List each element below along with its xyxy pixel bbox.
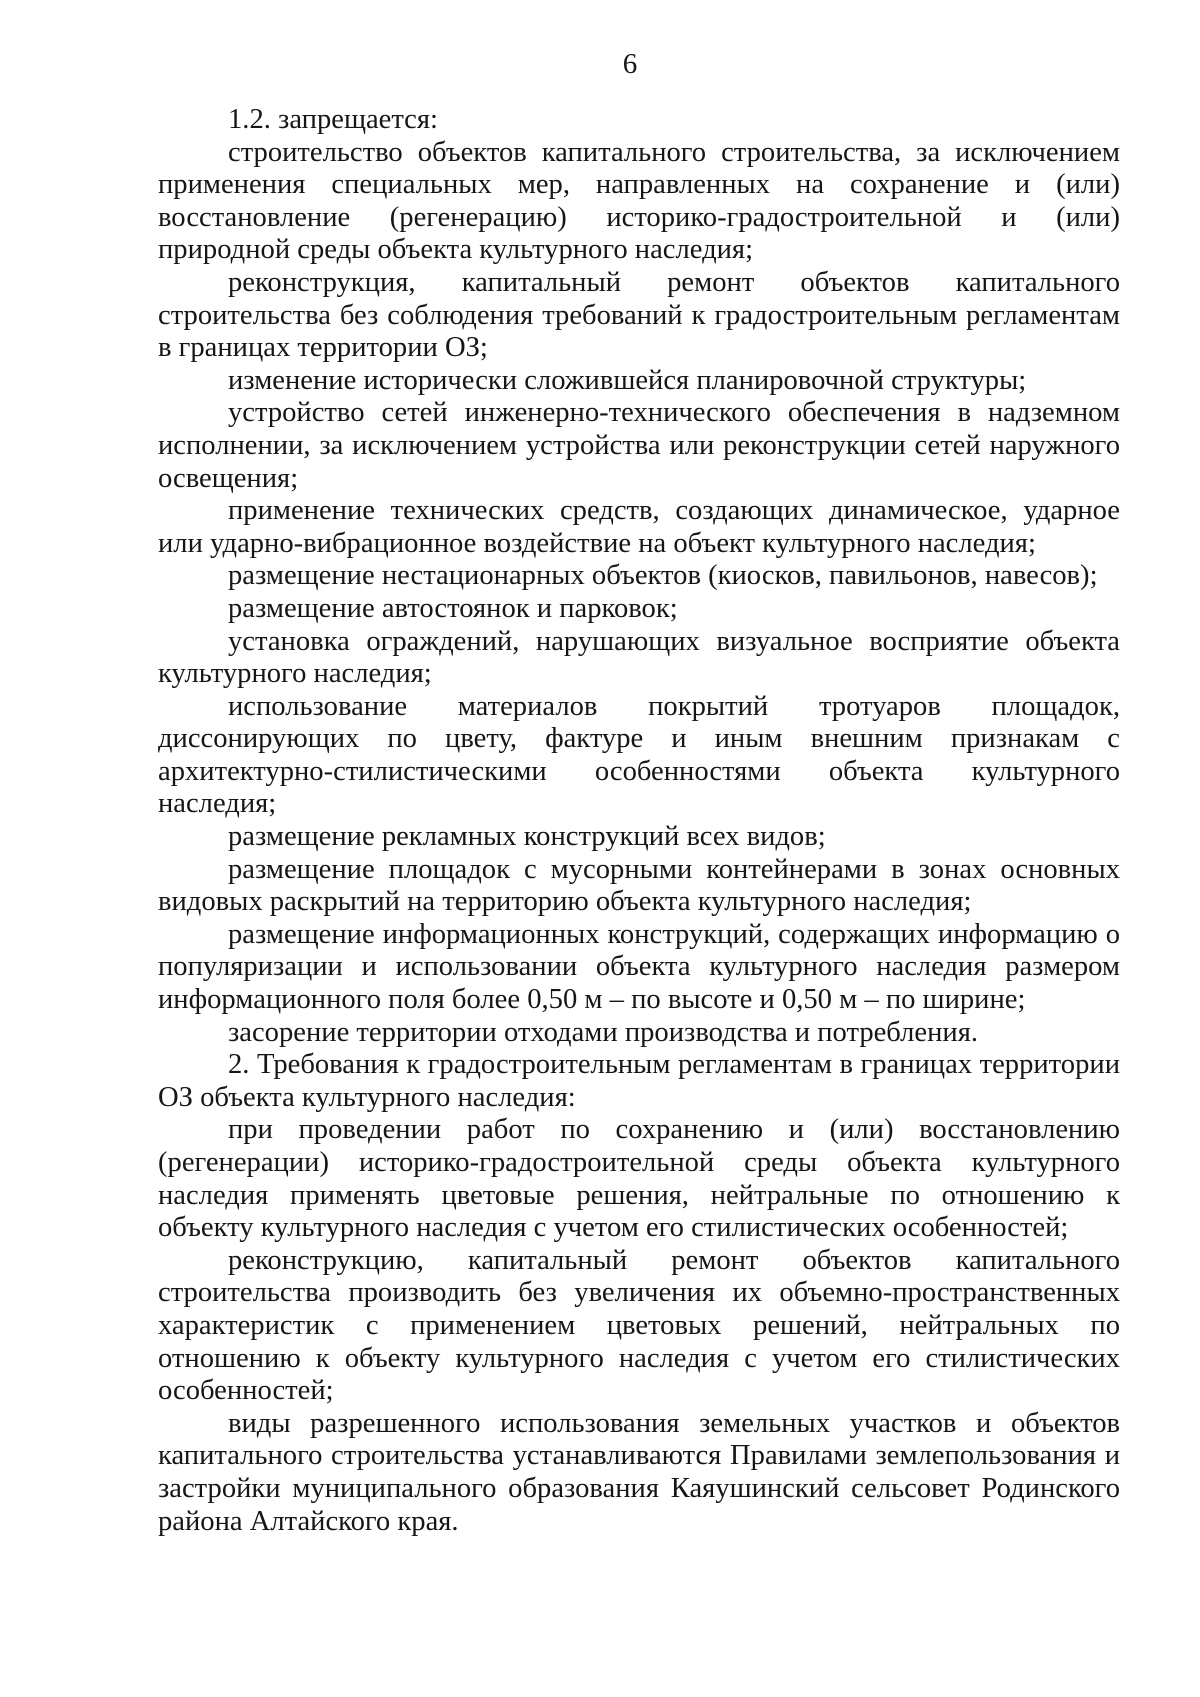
paragraph-color-solutions: при проведении работ по сохранению и (или) восстановлению (регенерации) историко-градостроительной среды объекта культурного наследия применять цветовые решения, нейтральные по отношению к объекту культурного наследия с учетом его стилистических особенностей;: [158, 1114, 1120, 1244]
page-number: 6: [622, 48, 638, 80]
paragraph-littering: засорение территории отходами производства и потребления.: [228, 1016, 979, 1048]
paragraph-technical-means: применение технических средств, создающих динамическое, ударное или ударно-вибрационное воздействие на объект культурного наследия;: [158, 495, 1120, 559]
paragraph-2-requirements: 2. Требования к градостроительным регламентам в границах территории ОЗ объекта культурного наследия:: [158, 1049, 1120, 1113]
paragraph-advertising: размещение рекламных конструкций всех видов;: [228, 821, 826, 853]
paragraph-information-structures: размещение информационных конструкций, содержащих информацию о популяризации и использовании объекта культурного наследия размером информационного поля более 0,50 м – по высоте и 0,50 м – по ширине;: [158, 918, 1120, 1016]
paragraph-planning-structure: изменение исторически сложившейся планировочной структуры;: [228, 364, 1027, 396]
paragraph-paving-materials: использование материалов покрытий тротуаров площадок, диссонирующих по цвету, фактуре и иным внешним признакам с архитектурно-стилистическими особенностями объекта культурного наследия;: [158, 690, 1120, 820]
paragraph-permitted-use: виды разрешенного использования земельных участков и объектов капитального строительства устанавливаются Правилами землепользования и застройки муниципального образования Каяушинский сельсовет Родинского района Алтайского края.: [158, 1407, 1120, 1537]
paragraph-reconstruction-volume: реконструкцию, капитальный ремонт объектов капитального строительства производить без увеличения их объемно-пространственных характеристик с применением цветовых решений, нейтральных по отношению к объекту культурного наследия с учетом его стилистических особенностей;: [158, 1244, 1120, 1407]
paragraph-fences: установка ограждений, нарушающих визуальное восприятие объекта культурного наследия;: [158, 625, 1120, 690]
paragraph-reconstruction: реконструкция, капитальный ремонт объектов капитального строительства без соблюдения требований к градостроительным регламентам в границах территории ОЗ;: [158, 266, 1120, 364]
paragraph-waste-containers: размещение площадок с мусорными контейнерами в зонах основных видовых раскрытий на территорию объекта культурного наследия;: [158, 853, 1120, 918]
paragraph-1-2-prohibited: 1.2. запрещается:: [228, 104, 438, 135]
paragraph-nonstationary-objects: размещение нестационарных объектов (киосков, павильонов, навесов);: [228, 560, 1098, 592]
paragraph-parking: размещение автостоянок и парковок;: [228, 592, 678, 624]
paragraph-capital-construction: строительство объектов капитального строительства, за исключением применения специальных мер, направленных на сохранение и (или) восстановление (регенерацию) историко-градостроительной и (или) природной среды объекта культурного наследия;: [158, 136, 1120, 266]
paragraph-engineering-networks: устройство сетей инженерно-технического обеспечения в надземном исполнении, за исключением устройства или реконструкции сетей наружного освещения;: [158, 397, 1120, 494]
document-body: [158, 104, 1120, 1538]
